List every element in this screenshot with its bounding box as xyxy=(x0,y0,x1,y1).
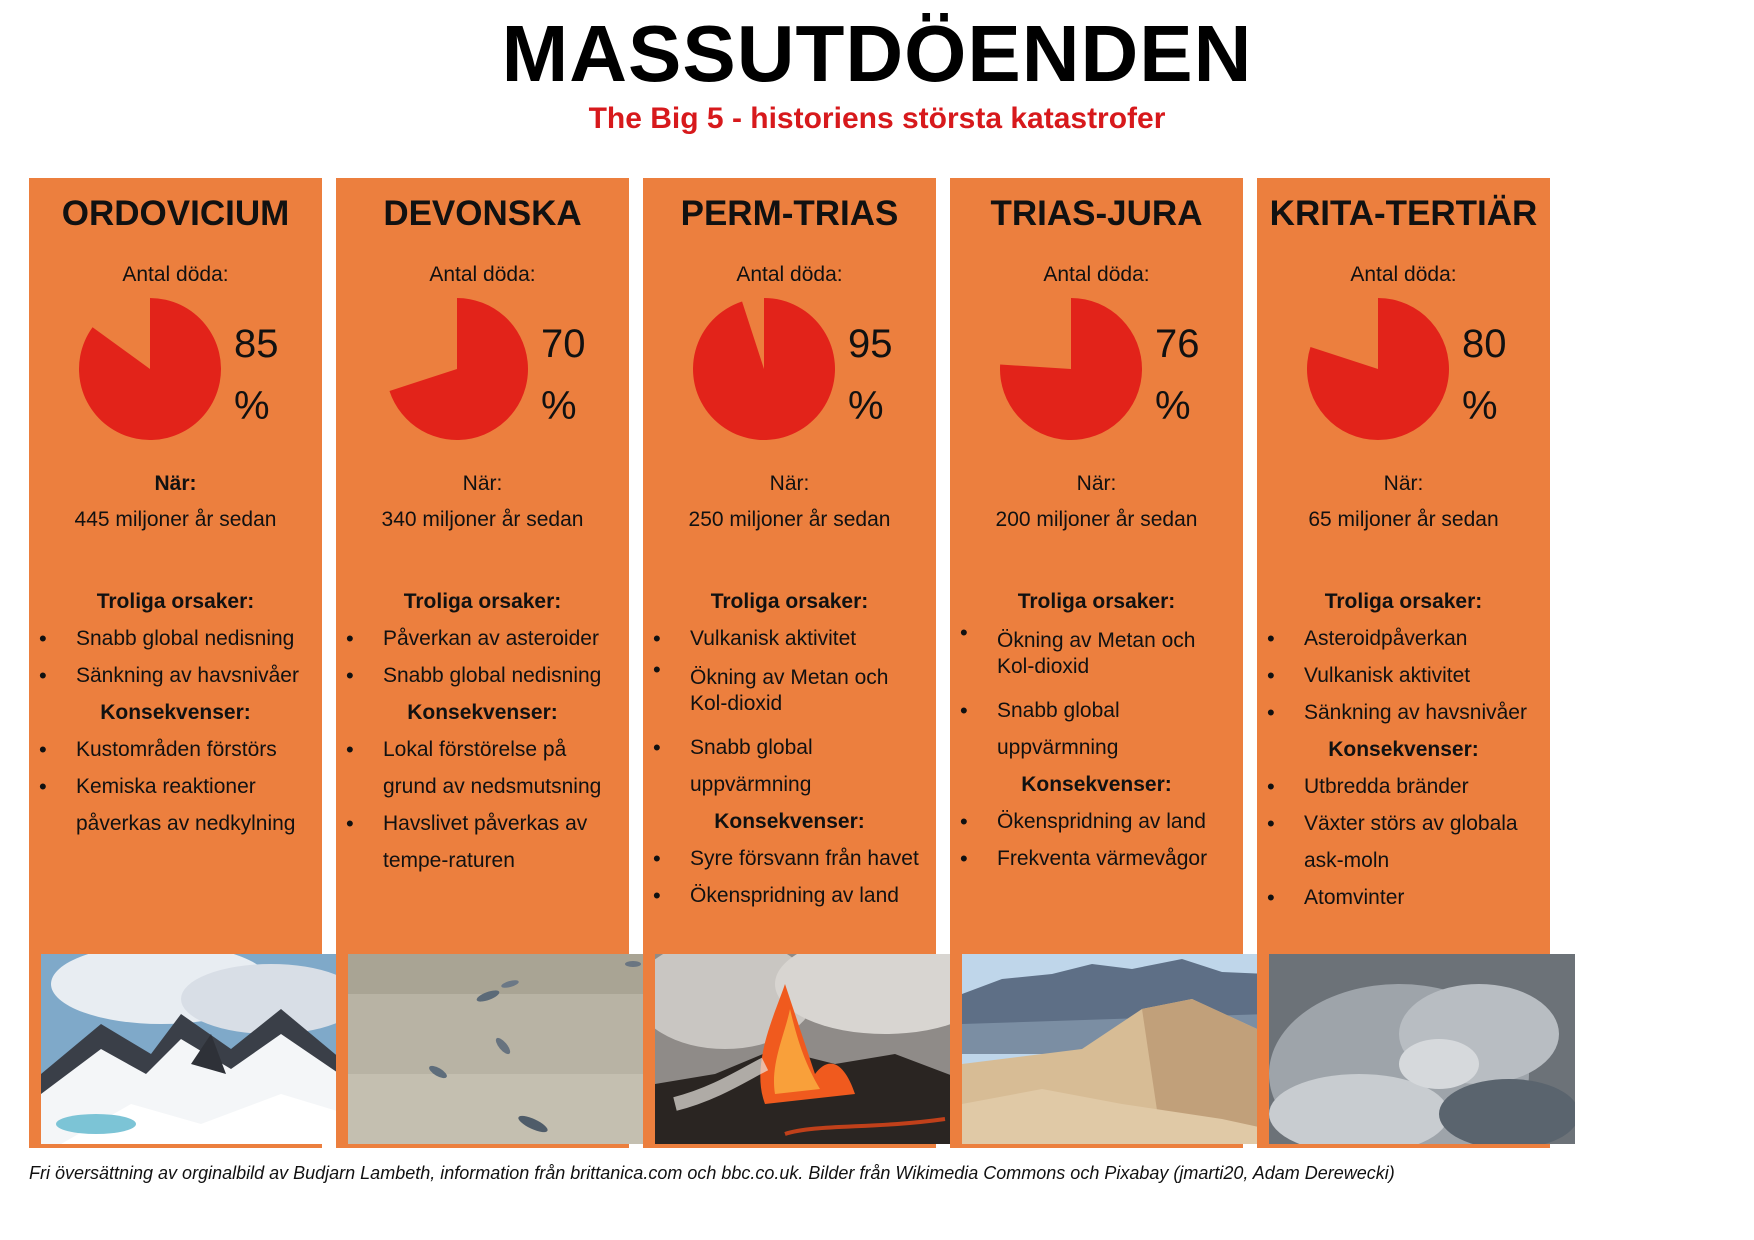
deaths-label: Antal döda: xyxy=(736,263,843,286)
percent-value: 70 xyxy=(541,322,586,366)
extinction-panel xyxy=(643,178,936,1148)
panel-title: ORDOVICIUM xyxy=(61,194,290,233)
consequence-item: • Växter störs av globala ask-moln xyxy=(1257,805,1550,879)
cause-item: • Sänkning av havsnivåer xyxy=(29,657,322,694)
consequence-item: • Utbredda bränder xyxy=(1257,768,1550,805)
consequence-item: • Syre försvann från havet xyxy=(643,840,936,877)
cause-item: • Asteroidpåverkan xyxy=(1257,620,1550,657)
pie-slice-deaths xyxy=(693,298,835,440)
percent-symbol: % xyxy=(1462,384,1498,428)
percent-symbol: % xyxy=(541,384,577,428)
dead-fish-on-sand-photo xyxy=(348,954,654,1144)
causes-and-consequences xyxy=(950,583,1243,877)
pie-slice-deaths xyxy=(1307,298,1449,440)
deaths-pie-chart xyxy=(79,298,221,440)
when-label: När: xyxy=(462,472,503,495)
page-title: MASSUTDÖENDEN xyxy=(501,9,1253,98)
consequence-item: • Lokal förstörelse på grund av nedsmutsning xyxy=(336,731,629,805)
causes-heading: Troliga orsaker: xyxy=(96,590,255,613)
pie-slice-deaths xyxy=(79,298,221,440)
cause-item: • Vulkanisk aktivitet xyxy=(643,620,936,657)
when-value: 445 miljoner år sedan xyxy=(74,508,277,531)
consequences-heading: Konsekvenser: xyxy=(1328,738,1479,761)
when-label: När: xyxy=(154,472,197,495)
percent-symbol: % xyxy=(848,384,884,428)
cause-item: • Snabb global uppvärmning xyxy=(950,692,1243,766)
snowy-mountains-photo xyxy=(41,954,347,1144)
cause-item: • Snabb global uppvärmning xyxy=(643,729,936,803)
consequence-item: • Kemiska reaktioner påverkas av nedkylning xyxy=(29,768,322,842)
consequence-item: • Kustområden förstörs xyxy=(29,731,322,768)
consequence-item: • Ökenspridning av land xyxy=(950,803,1243,840)
ash-covered-earth-photo xyxy=(1269,954,1575,1144)
consequence-item: • Ökenspridning av land xyxy=(643,877,936,914)
consequences-list xyxy=(950,803,1243,877)
percent-value: 76 xyxy=(1155,322,1200,366)
consequence-item: • Havslivet påverkas av tempe-raturen xyxy=(336,805,629,879)
percent-symbol: % xyxy=(1155,384,1191,428)
panel-title: KRITA-TERTIÄR xyxy=(1269,194,1538,233)
pie-slice-deaths xyxy=(1000,298,1142,440)
deaths-label: Antal döda: xyxy=(1043,263,1150,286)
deaths-percent xyxy=(848,313,928,437)
deaths-percent xyxy=(1462,313,1542,437)
when-label: När: xyxy=(769,472,810,495)
deaths-percent xyxy=(541,313,621,437)
when-value: 65 miljoner år sedan xyxy=(1308,508,1499,531)
causes-list xyxy=(950,620,1243,766)
when-value: 250 miljoner år sedan xyxy=(688,508,891,531)
deaths-pie-chart xyxy=(693,298,835,440)
causes-list xyxy=(643,620,936,803)
percent-symbol: % xyxy=(234,384,270,428)
volcanic-eruption-photo xyxy=(655,954,961,1144)
causes-and-consequences xyxy=(29,583,322,842)
consequences-heading: Konsekvenser: xyxy=(100,701,251,724)
consequences-list xyxy=(336,731,629,879)
causes-and-consequences xyxy=(643,583,936,914)
deaths-label: Antal döda: xyxy=(122,263,229,286)
page-subtitle: The Big 5 - historiens största katastrofer xyxy=(588,102,1166,135)
deaths-label: Antal döda: xyxy=(1350,263,1457,286)
desert-dunes-photo xyxy=(962,954,1268,1144)
cause-item: • Sänkning av havsnivåer xyxy=(1257,694,1550,731)
causes-and-consequences xyxy=(336,583,629,879)
consequences-list xyxy=(1257,768,1550,916)
panel-title: PERM-TRIAS xyxy=(680,194,899,233)
causes-list xyxy=(29,620,322,694)
cause-item: • Vulkanisk aktivitet xyxy=(1257,657,1550,694)
image-credit: Fri översättning av orginalbild av Budjarn Lambeth, information från brittanica.com och bbc.co.uk. Bilder från Wikimedia Commons och Pixabay (jmarti20, Adam Derewecki) xyxy=(29,1163,1395,1183)
cause-item: • Snabb global nedisning xyxy=(336,657,629,694)
percent-value: 95 xyxy=(848,322,893,366)
deaths-pie-chart xyxy=(386,298,528,440)
causes-and-consequences xyxy=(1257,583,1550,916)
deaths-percent xyxy=(234,313,314,437)
deaths-label: Antal döda: xyxy=(429,263,536,286)
extinction-panel xyxy=(336,178,629,1148)
deaths-pie-chart xyxy=(1307,298,1449,440)
extinction-columns xyxy=(29,178,1729,1148)
when-label: När: xyxy=(1383,472,1424,495)
panel-title: DEVONSKA xyxy=(383,194,582,233)
percent-value: 85 xyxy=(234,322,279,366)
when-label: När: xyxy=(1076,472,1117,495)
extinction-panel xyxy=(29,178,322,1148)
when-value: 340 miljoner år sedan xyxy=(381,508,584,531)
causes-heading: Troliga orsaker: xyxy=(1324,590,1483,613)
deaths-percent xyxy=(1155,313,1235,437)
cause-item: • Ökning av Metan och Kol-dioxid xyxy=(950,620,1243,692)
cause-item: • Snabb global nedisning xyxy=(29,620,322,657)
consequences-heading: Konsekvenser: xyxy=(1021,773,1172,796)
deaths-pie-chart xyxy=(1000,298,1142,440)
panel-title: TRIAS-JURA xyxy=(990,194,1203,233)
percent-value: 80 xyxy=(1462,322,1507,366)
extinction-panel xyxy=(950,178,1243,1148)
causes-heading: Troliga orsaker: xyxy=(1017,590,1176,613)
cause-item: • Påverkan av asteroider xyxy=(336,620,629,657)
consequences-heading: Konsekvenser: xyxy=(714,810,865,833)
consequences-heading: Konsekvenser: xyxy=(407,701,558,724)
cause-item: • Ökning av Metan och Kol-dioxid xyxy=(643,657,936,729)
causes-list xyxy=(1257,620,1550,731)
when-value: 200 miljoner år sedan xyxy=(995,508,1198,531)
causes-heading: Troliga orsaker: xyxy=(403,590,562,613)
extinction-panel xyxy=(1257,178,1550,1148)
consequences-list xyxy=(29,731,322,842)
causes-heading: Troliga orsaker: xyxy=(710,590,869,613)
consequences-list xyxy=(643,840,936,914)
consequence-item: • Frekventa värmevågor xyxy=(950,840,1243,877)
consequence-item: • Atomvinter xyxy=(1257,879,1550,916)
pie-slice-deaths xyxy=(389,298,528,440)
causes-list xyxy=(336,620,629,694)
